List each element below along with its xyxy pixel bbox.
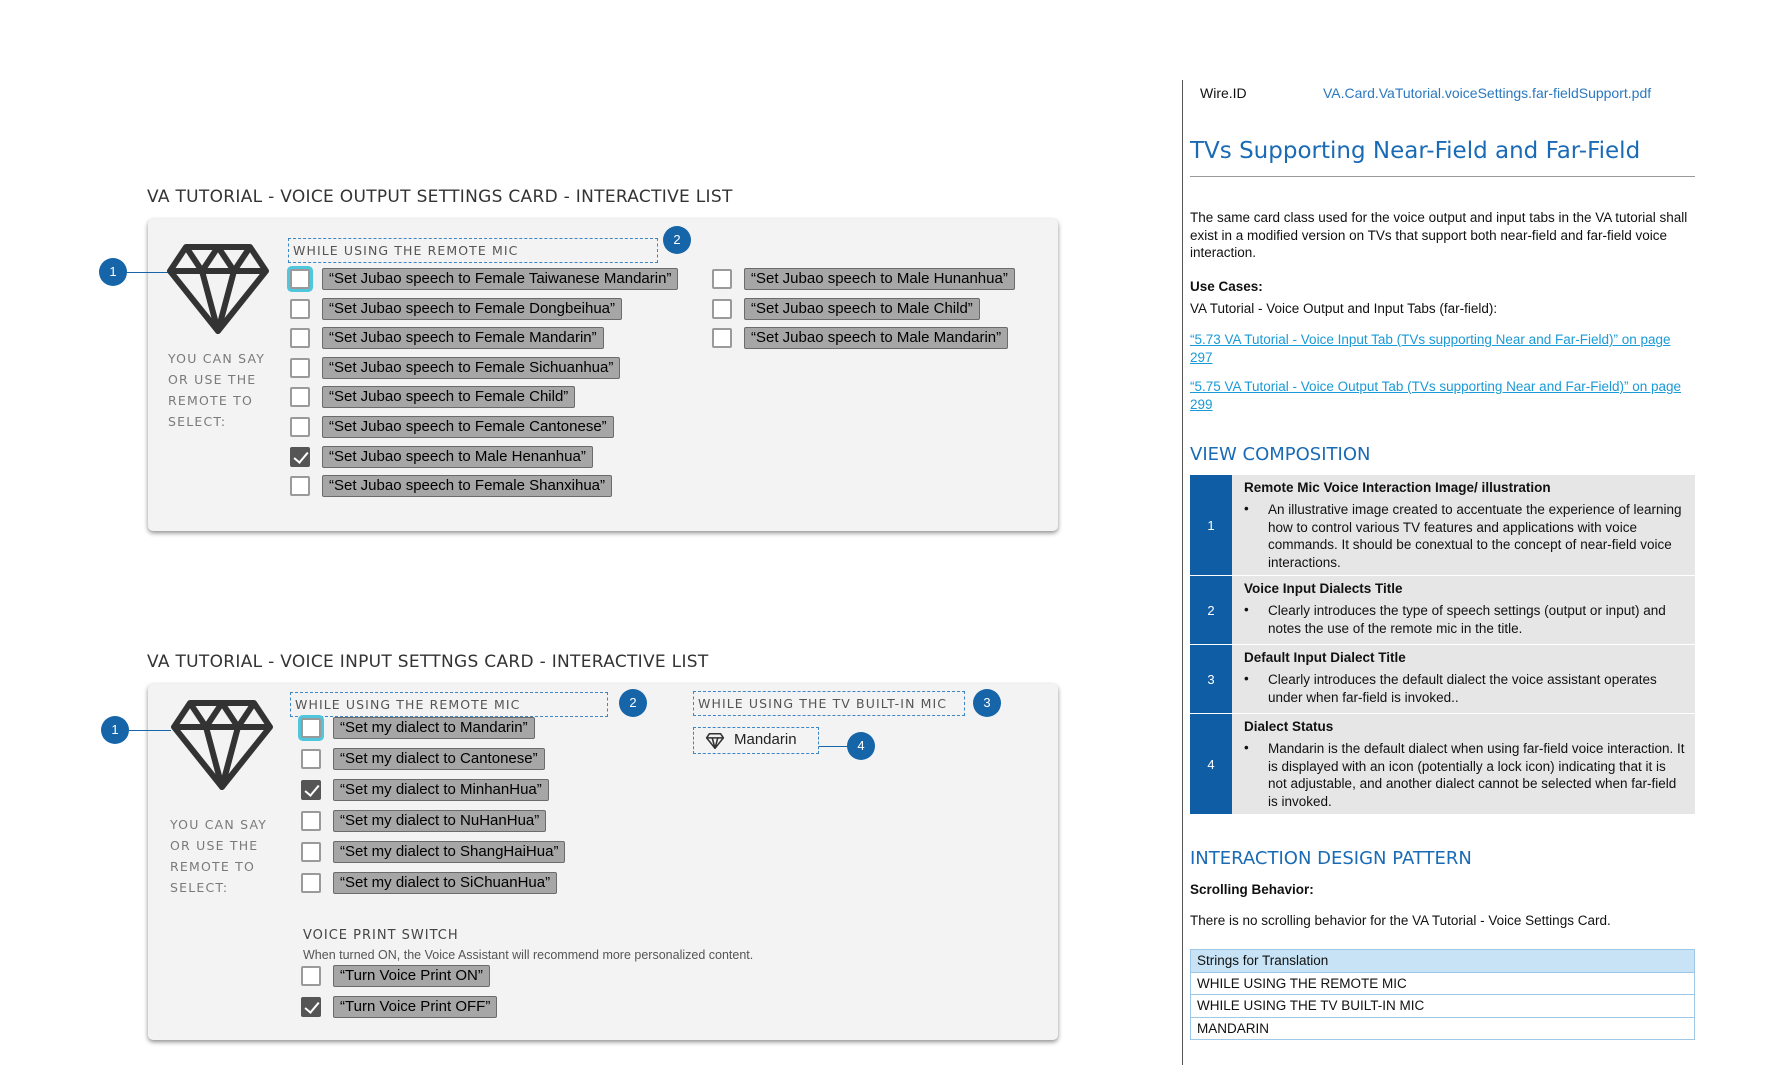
string-cell: WHILE USING THE REMOTE MIC xyxy=(1191,972,1695,995)
row-description: An illustrative image created to accentuate the experience of learning how to control various TV features and applications with voice commands. It should be conextual to the concept of near-field voice interactions. xyxy=(1268,502,1682,570)
option-label[interactable]: “Set Jubao speech to Female Shanxihua” xyxy=(322,475,612,497)
callout-1: 1 xyxy=(99,258,127,286)
option-label[interactable]: “Set Jubao speech to Male Henanhua” xyxy=(322,446,593,468)
checkbox[interactable] xyxy=(290,387,310,407)
checkbox[interactable] xyxy=(712,269,732,289)
bullet-icon: • xyxy=(1244,671,1249,686)
checkbox-checked[interactable] xyxy=(290,447,310,467)
row-number: 2 xyxy=(1190,576,1232,644)
composition-row xyxy=(1190,475,1695,576)
option-label[interactable]: “Set my dialect to MinhanHua” xyxy=(333,779,549,801)
option-label[interactable]: “Set Jubao speech to Female Sichuanhua” xyxy=(322,357,620,379)
option-label[interactable]: “Set Jubao speech to Male Mandarin” xyxy=(744,327,1008,349)
option-label[interactable]: “Set my dialect to ShangHaiHua” xyxy=(333,841,565,863)
checkbox[interactable] xyxy=(301,842,321,862)
row-title: Voice Input Dialects Title xyxy=(1244,581,1403,596)
checkbox[interactable] xyxy=(290,417,310,437)
option-label[interactable]: “Set Jubao speech to Female Cantonese” xyxy=(322,416,614,438)
row-title: Dialect Status xyxy=(1244,719,1334,734)
use-cases-label: Use Cases: xyxy=(1190,279,1263,294)
checkbox[interactable] xyxy=(301,811,321,831)
composition-row xyxy=(1190,576,1695,645)
title-rule xyxy=(1190,176,1695,177)
row-description: Clearly introduces the default dialect the voice assistant operates under when far-field is invoked.. xyxy=(1268,672,1657,705)
you-can-say-text: YOU CAN SAY OR USE THE REMOTE TO SELECT: xyxy=(170,817,268,895)
row-number: 4 xyxy=(1190,714,1232,814)
remote-mic-title: WHILE USING THE REMOTE MIC xyxy=(288,238,658,263)
link-voice-output-tab[interactable]: “5.75 VA Tutorial - Voice Output Tab (TVs supporting Near and Far-Field)” on page 299 xyxy=(1190,379,1682,412)
checkbox[interactable] xyxy=(290,328,310,348)
option-label[interactable]: “Set Jubao speech to Female Child” xyxy=(322,386,575,408)
strings-table-header: Strings for Translation xyxy=(1191,950,1695,973)
option-label[interactable]: “Set my dialect to NuHanHua” xyxy=(333,810,546,832)
voice-print-title: VOICE PRINT SWITCH xyxy=(303,928,459,943)
diamond-illustration-icon xyxy=(166,243,270,335)
callout-leader xyxy=(127,272,169,273)
composition-row xyxy=(1190,714,1695,815)
option-label[interactable]: “Set Jubao speech to Male Hunanhua” xyxy=(744,268,1015,290)
row-title: Remote Mic Voice Interaction Image/ illustration xyxy=(1244,480,1551,495)
default-dialect-label: Mandarin xyxy=(734,731,797,748)
scrolling-text: There is no scrolling behavior for the VA Tutorial - Voice Settings Card. xyxy=(1190,913,1611,928)
input-card-section-title: VA TUTORIAL - VOICE INPUT SETTNGS CARD - INTERACTIVE LIST xyxy=(147,652,709,672)
wire-id-label: Wire.ID xyxy=(1200,85,1247,101)
link-voice-input-tab[interactable]: “5.73 VA Tutorial - Voice Input Tab (TVs supporting Near and Far-Field)” on page 297 xyxy=(1190,332,1671,365)
checkbox[interactable] xyxy=(712,299,732,319)
option-label[interactable]: “Set Jubao speech to Female Mandarin” xyxy=(322,327,604,349)
option-label[interactable]: “Set my dialect to Cantonese” xyxy=(333,748,545,770)
checkbox[interactable] xyxy=(301,749,321,769)
option-label[interactable]: “Set Jubao speech to Male Child” xyxy=(744,298,980,320)
option-label[interactable]: “Set Jubao speech to Female Taiwanese Mandarin” xyxy=(322,268,678,290)
default-dialect-status xyxy=(693,727,819,754)
intro-paragraph: The same card class used for the voice output and input tabs in the VA tutorial shall exist in a modified version on TVs that support both near-field and far-field voice interaction. xyxy=(1190,210,1688,260)
option-label[interactable]: “Set Jubao speech to Female Dongbeihua” xyxy=(322,298,622,320)
remote-mic-title: WHILE USING THE REMOTE MIC xyxy=(290,692,608,717)
output-card-section-title: VA TUTORIAL - VOICE OUTPUT SETTINGS CARD - INTERACTIVE LIST xyxy=(147,187,733,207)
option-label[interactable]: “Turn Voice Print ON” xyxy=(333,965,490,987)
bullet-icon: • xyxy=(1244,501,1249,516)
row-title: Default Input Dialect Title xyxy=(1244,650,1406,665)
you-can-say-text: YOU CAN SAY OR USE THE REMOTE TO SELECT: xyxy=(168,351,266,429)
diamond-illustration-icon xyxy=(170,698,274,792)
callout-1: 1 xyxy=(101,716,129,744)
callout-4: 4 xyxy=(847,732,875,760)
row-description: Mandarin is the default dialect when using far-field voice interaction. It is displayed with an icon (potentially a lock icon) indicating that it is not adjustable, and another dialect cannot be selected when far-field is invoked. xyxy=(1268,741,1685,809)
row-number: 3 xyxy=(1190,645,1232,713)
bullet-icon: • xyxy=(1244,602,1249,617)
checkbox-checked[interactable] xyxy=(301,780,321,800)
checkbox[interactable] xyxy=(290,358,310,378)
use-cases-text: VA Tutorial - Voice Output and Input Tabs (far-field): xyxy=(1190,301,1498,316)
voice-print-description: When turned ON, the Voice Assistant will recommend more personalized content. xyxy=(303,948,754,962)
option-label[interactable]: “Set my dialect to SiChuanHua” xyxy=(333,872,557,894)
wire-id-value: VA.Card.VaTutorial.voiceSettings.far-fieldSupport.pdf xyxy=(1323,85,1652,101)
built-in-mic-title: WHILE USING THE TV BUILT-IN MIC xyxy=(693,691,965,716)
panel-divider xyxy=(1182,80,1183,1065)
string-cell: MANDARIN xyxy=(1191,1017,1695,1040)
scrolling-label: Scrolling Behavior: xyxy=(1190,882,1314,897)
callout-3: 3 xyxy=(973,689,1001,717)
composition-row xyxy=(1190,645,1695,714)
option-label[interactable]: “Turn Voice Print OFF” xyxy=(333,996,497,1018)
option-label[interactable]: “Set my dialect to Mandarin” xyxy=(333,717,535,739)
interaction-heading: INTERACTION DESIGN PATTERN xyxy=(1190,848,1472,869)
checkbox[interactable] xyxy=(301,718,321,738)
input-settings-card xyxy=(148,684,1058,1040)
row-description: Clearly introduces the type of speech settings (output or input) and notes the use of the remote mic in the title. xyxy=(1268,603,1666,636)
diamond-icon xyxy=(705,733,725,749)
checkbox[interactable] xyxy=(290,299,310,319)
string-cell: WHILE USING THE TV BUILT-IN MIC xyxy=(1191,995,1695,1018)
callout-leader xyxy=(129,730,171,731)
callout-2: 2 xyxy=(619,689,647,717)
checkbox[interactable] xyxy=(290,269,310,289)
checkbox-checked[interactable] xyxy=(301,997,321,1017)
checkbox[interactable] xyxy=(301,966,321,986)
callout-2: 2 xyxy=(663,226,691,254)
view-composition-heading: VIEW COMPOSITION xyxy=(1190,444,1371,465)
spec-title: TVs Supporting Near-Field and Far-Field xyxy=(1190,138,1641,164)
bullet-icon: • xyxy=(1244,740,1249,755)
checkbox[interactable] xyxy=(712,328,732,348)
strings-table xyxy=(1190,949,1695,1040)
checkbox[interactable] xyxy=(290,476,310,496)
checkbox[interactable] xyxy=(301,873,321,893)
row-number: 1 xyxy=(1190,475,1232,575)
